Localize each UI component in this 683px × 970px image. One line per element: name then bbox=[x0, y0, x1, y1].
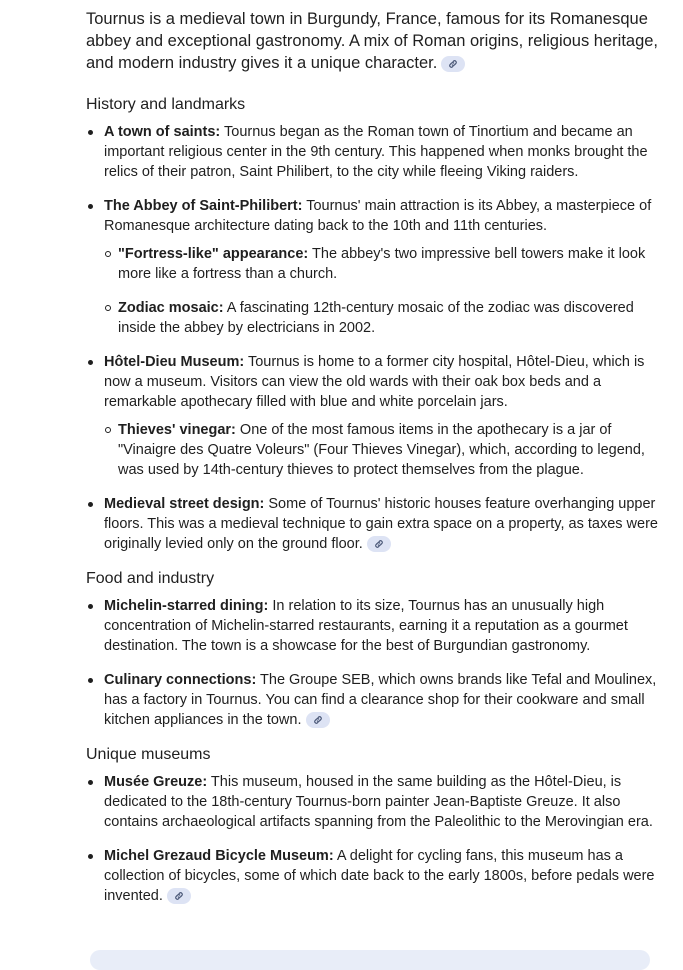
link-icon bbox=[174, 891, 184, 901]
source-link-chip[interactable] bbox=[306, 712, 330, 728]
list-item bbox=[86, 772, 661, 832]
list-item bbox=[86, 352, 661, 480]
item-text: This museum, housed in the same building as the Hôtel-Dieu, is dedicated to the 18th-century Tournus-born painter Jean-Baptiste Greuze. It also contains archaeological artifacts spanning from the Paleolithic to the Merovingian era. bbox=[104, 774, 653, 830]
item-title: The Abbey of Saint-Philibert: bbox=[104, 198, 303, 214]
section-heading-food: Food and industry bbox=[86, 570, 215, 587]
item-title: Culinary connections: bbox=[104, 672, 257, 688]
intro-paragraph bbox=[86, 8, 661, 74]
item-title: "Fortress-like" appearance: bbox=[118, 246, 309, 262]
list-item bbox=[86, 122, 661, 182]
list-item bbox=[86, 846, 661, 906]
item-title: Hôtel-Dieu Museum: bbox=[104, 354, 245, 370]
sub-list bbox=[104, 420, 661, 480]
item-title: Musée Greuze: bbox=[104, 774, 208, 790]
item-text: Tournus' main attraction is its Abbey, a masterpiece of Romanesque architecture dating back to the 10th and 11th centuries. bbox=[104, 198, 652, 234]
intro-text: Tournus is a medieval town in Burgundy, France, famous for its Romanesque abbey and exceptional gastronomy. A mix of Roman origins, religious heritage, and modern industry gives it a unique character. bbox=[86, 10, 659, 72]
item-title: Michelin-starred dining: bbox=[104, 598, 269, 614]
item-text: Tournus is home to a former city hospital, Hôtel-Dieu, which is now a museum. Visitors can view the old wards with their oak box beds and a remarkable apothecary filled with blue and white porcelain jars. bbox=[104, 354, 645, 410]
section-heading-history: History and landmarks bbox=[86, 96, 246, 113]
bottom-panel-edge bbox=[90, 950, 650, 970]
item-title: Michel Grezaud Bicycle Museum: bbox=[104, 848, 334, 864]
link-icon bbox=[374, 539, 384, 549]
sub-list-item bbox=[104, 244, 661, 284]
item-text: Some of Tournus' historic houses feature overhanging upper floors. This was a medieval technique to gain extra space on a property, as taxes were originally levied only on the ground floor. bbox=[104, 496, 658, 552]
item-text: The abbey's two impressive bell towers make it look more like a fortress than a church. bbox=[118, 246, 646, 282]
list-item bbox=[86, 494, 661, 554]
item-text: A fascinating 12th-century mosaic of the zodiac was discovered inside the abbey by electricians in 2002. bbox=[118, 300, 634, 336]
item-title: A town of saints: bbox=[104, 124, 221, 140]
source-link-chip[interactable] bbox=[441, 56, 465, 72]
museums-list bbox=[86, 772, 661, 906]
link-icon bbox=[313, 715, 323, 725]
item-text: Tournus began as the Roman town of Tinortium and became an important religious center in the 9th century. This happened when monks brought the relics of their patron, Saint Philibert, to the city while fleeing Viking raiders. bbox=[104, 124, 648, 180]
list-item bbox=[86, 196, 661, 338]
sub-list-item bbox=[104, 298, 661, 338]
list-item bbox=[86, 596, 661, 656]
item-title: Zodiac mosaic: bbox=[118, 300, 224, 316]
item-text: In relation to its size, Tournus has an unusually high concentration of Michelin-starred restaurants, earning it a reputation as a gourmet destination. The town is a showcase for the best of Burgundian gastronomy. bbox=[104, 598, 628, 654]
item-title: Medieval street design: bbox=[104, 496, 265, 512]
sub-list bbox=[104, 244, 661, 338]
food-list bbox=[86, 596, 661, 730]
source-link-chip[interactable] bbox=[167, 888, 191, 904]
item-title: Thieves' vinegar: bbox=[118, 422, 236, 438]
source-link-chip[interactable] bbox=[367, 536, 391, 552]
item-text: A delight for cycling fans, this museum has a collection of bicycles, some of which date back to the early 1800s, before pedals were invented. bbox=[104, 848, 655, 904]
item-text: One of the most famous items in the apothecary is a jar of "Vinaigre des Quatre Voleurs" (Four Thieves Vinegar), which, according to legend, was used by 14th-century thieves to protect themselves from the plague. bbox=[118, 422, 645, 478]
response-content bbox=[86, 8, 661, 920]
link-icon bbox=[448, 59, 458, 69]
list-item bbox=[86, 670, 661, 730]
item-text: The Groupe SEB, which owns brands like Tefal and Moulinex, has a factory in Tournus. You can find a clearance shop for their cookware and small kitchen appliances in the town. bbox=[104, 672, 657, 728]
history-list bbox=[86, 122, 661, 554]
section-heading-museums: Unique museums bbox=[86, 746, 211, 763]
sub-list-item bbox=[104, 420, 661, 480]
